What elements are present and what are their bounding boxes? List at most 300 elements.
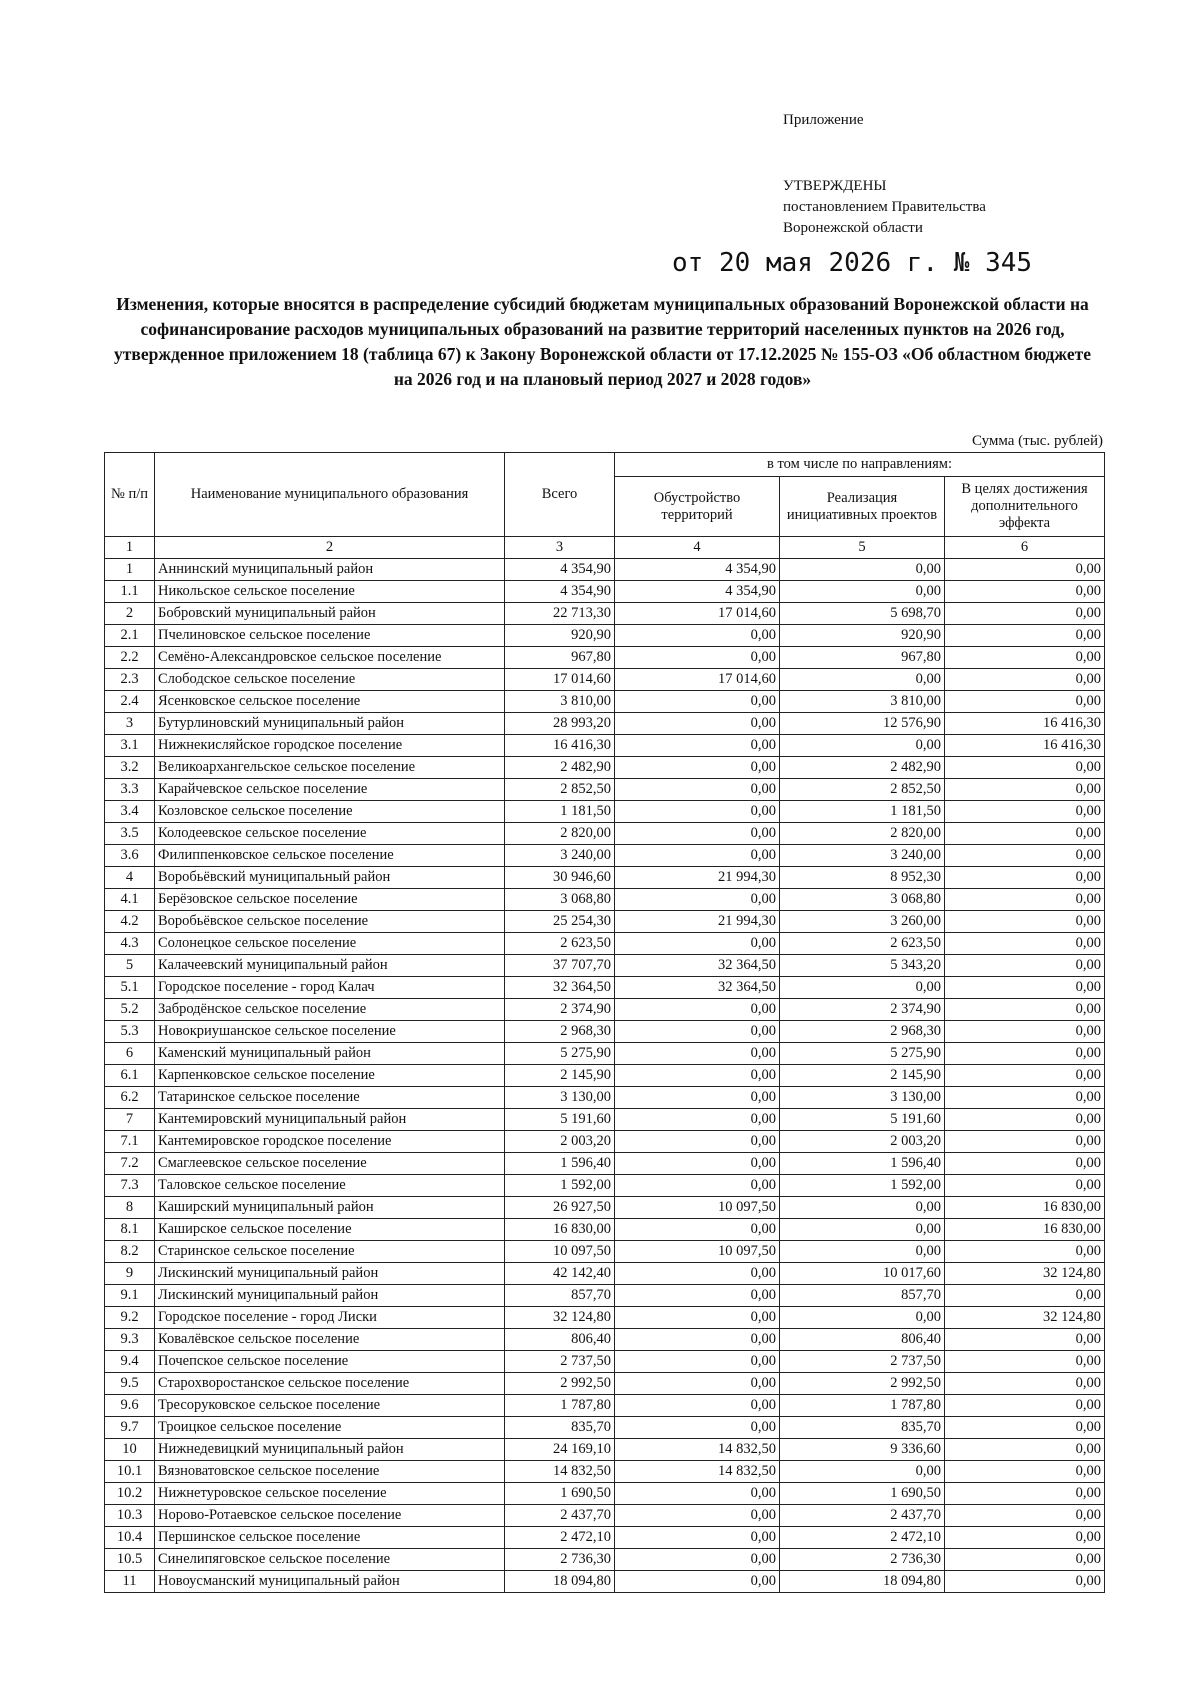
municipality-name: Пчелиновское сельское поселение <box>155 625 505 647</box>
municipality-name: Тресоруковское сельское поселение <box>155 1395 505 1417</box>
territory-amount: 4 354,90 <box>615 559 780 581</box>
col-number: 6 <box>945 537 1105 559</box>
table-row <box>105 801 1105 823</box>
municipality-name: Лискинский муниципальный район <box>155 1285 505 1307</box>
municipality-name: Бобровский муниципальный район <box>155 603 505 625</box>
approved-label: УТВЕРЖДЕНЫ <box>783 178 887 194</box>
territory-amount: 32 364,50 <box>615 955 780 977</box>
col-number: 4 <box>615 537 780 559</box>
municipality-name: Бутурлиновский муниципальный район <box>155 713 505 735</box>
table-row <box>105 1241 1105 1263</box>
row-number: 7.2 <box>105 1153 155 1175</box>
territory-amount: 0,00 <box>615 1571 780 1593</box>
initiative-amount: 2 482,90 <box>780 757 945 779</box>
additional-effect-amount: 0,00 <box>945 1065 1105 1087</box>
header-col5: Реализация инициативных проектов <box>780 477 945 537</box>
municipality-name: Карайчевское сельское поселение <box>155 779 505 801</box>
column-numbers-row <box>105 537 1105 559</box>
municipality-name: Колодеевское сельское поселение <box>155 823 505 845</box>
municipality-name: Лискинский муниципальный район <box>155 1263 505 1285</box>
territory-amount: 0,00 <box>615 1527 780 1549</box>
row-number: 2.4 <box>105 691 155 713</box>
table-row <box>105 625 1105 647</box>
initiative-amount: 0,00 <box>780 1197 945 1219</box>
additional-effect-amount: 16 830,00 <box>945 1197 1105 1219</box>
approval-block <box>783 176 986 239</box>
row-number: 6.1 <box>105 1065 155 1087</box>
table-row <box>105 1527 1105 1549</box>
row-number: 7.1 <box>105 1131 155 1153</box>
total-amount: 5 191,60 <box>505 1109 615 1131</box>
total-amount: 2 852,50 <box>505 779 615 801</box>
total-amount: 2 482,90 <box>505 757 615 779</box>
table-row <box>105 1483 1105 1505</box>
total-amount: 26 927,50 <box>505 1197 615 1219</box>
initiative-amount: 0,00 <box>780 1219 945 1241</box>
municipality-name: Берёзовское сельское поселение <box>155 889 505 911</box>
initiative-amount: 1 787,80 <box>780 1395 945 1417</box>
territory-amount: 0,00 <box>615 1109 780 1131</box>
territory-amount: 0,00 <box>615 1395 780 1417</box>
municipality-name: Карпенковское сельское поселение <box>155 1065 505 1087</box>
row-number: 9.7 <box>105 1417 155 1439</box>
additional-effect-amount: 0,00 <box>945 1461 1105 1483</box>
municipality-name: Филиппенковское сельское поселение <box>155 845 505 867</box>
territory-amount: 0,00 <box>615 1175 780 1197</box>
total-amount: 920,90 <box>505 625 615 647</box>
table-row <box>105 581 1105 603</box>
col-number: 1 <box>105 537 155 559</box>
additional-effect-amount: 0,00 <box>945 691 1105 713</box>
additional-effect-amount: 0,00 <box>945 1109 1105 1131</box>
total-amount: 32 124,80 <box>505 1307 615 1329</box>
municipality-name: Троицкое сельское поселение <box>155 1417 505 1439</box>
row-number: 1.1 <box>105 581 155 603</box>
municipality-name: Нижнедевицкий муниципальный район <box>155 1439 505 1461</box>
row-number: 5.3 <box>105 1021 155 1043</box>
row-number: 3.3 <box>105 779 155 801</box>
total-amount: 967,80 <box>505 647 615 669</box>
additional-effect-amount: 0,00 <box>945 625 1105 647</box>
additional-effect-amount: 0,00 <box>945 1087 1105 1109</box>
territory-amount: 0,00 <box>615 1087 780 1109</box>
total-amount: 2 623,50 <box>505 933 615 955</box>
initiative-amount: 2 820,00 <box>780 823 945 845</box>
municipality-name: Почепское сельское поселение <box>155 1351 505 1373</box>
territory-amount: 0,00 <box>615 1021 780 1043</box>
initiative-amount: 0,00 <box>780 669 945 691</box>
additional-effect-amount: 0,00 <box>945 867 1105 889</box>
row-number: 1 <box>105 559 155 581</box>
row-number: 7 <box>105 1109 155 1131</box>
row-number: 3.2 <box>105 757 155 779</box>
initiative-amount: 1 690,50 <box>780 1483 945 1505</box>
total-amount: 1 787,80 <box>505 1395 615 1417</box>
additional-effect-amount: 32 124,80 <box>945 1263 1105 1285</box>
initiative-amount: 0,00 <box>780 1241 945 1263</box>
table-row <box>105 823 1105 845</box>
territory-amount: 0,00 <box>615 691 780 713</box>
territory-amount: 0,00 <box>615 713 780 735</box>
table-row <box>105 1175 1105 1197</box>
table-row <box>105 559 1105 581</box>
total-amount: 2 736,30 <box>505 1549 615 1571</box>
total-amount: 37 707,70 <box>505 955 615 977</box>
table-row <box>105 1043 1105 1065</box>
total-amount: 3 130,00 <box>505 1087 615 1109</box>
additional-effect-amount: 0,00 <box>945 1329 1105 1351</box>
total-amount: 806,40 <box>505 1329 615 1351</box>
additional-effect-amount: 0,00 <box>945 1505 1105 1527</box>
table-row <box>105 1131 1105 1153</box>
total-amount: 1 596,40 <box>505 1153 615 1175</box>
municipality-name: Городское поселение - город Калач <box>155 977 505 999</box>
municipality-name: Першинское сельское поселение <box>155 1527 505 1549</box>
additional-effect-amount: 0,00 <box>945 1549 1105 1571</box>
municipality-name: Старинское сельское поселение <box>155 1241 505 1263</box>
initiative-amount: 10 017,60 <box>780 1263 945 1285</box>
table-row <box>105 779 1105 801</box>
municipality-name: Калачеевский муниципальный район <box>155 955 505 977</box>
territory-amount: 0,00 <box>615 1065 780 1087</box>
additional-effect-amount: 0,00 <box>945 1417 1105 1439</box>
municipality-name: Воробьёвский муниципальный район <box>155 867 505 889</box>
initiative-amount: 5 275,90 <box>780 1043 945 1065</box>
row-number: 9.3 <box>105 1329 155 1351</box>
municipality-name: Нижнетуровское сельское поселение <box>155 1483 505 1505</box>
appendix-label: Приложение <box>783 112 864 128</box>
initiative-amount: 1 596,40 <box>780 1153 945 1175</box>
total-amount: 2 820,00 <box>505 823 615 845</box>
initiative-amount: 0,00 <box>780 977 945 999</box>
row-number: 9 <box>105 1263 155 1285</box>
territory-amount: 32 364,50 <box>615 977 780 999</box>
additional-effect-amount: 0,00 <box>945 1153 1105 1175</box>
total-amount: 30 946,60 <box>505 867 615 889</box>
table-row <box>105 1505 1105 1527</box>
initiative-amount: 3 068,80 <box>780 889 945 911</box>
municipality-name: Забродёнское сельское поселение <box>155 999 505 1021</box>
row-number: 5.1 <box>105 977 155 999</box>
territory-amount: 0,00 <box>615 779 780 801</box>
table-row <box>105 889 1105 911</box>
table-row <box>105 1087 1105 1109</box>
total-amount: 4 354,90 <box>505 581 615 603</box>
initiative-amount: 2 736,30 <box>780 1549 945 1571</box>
territory-amount: 0,00 <box>615 1373 780 1395</box>
table-row <box>105 757 1105 779</box>
total-amount: 16 416,30 <box>505 735 615 757</box>
municipality-name: Вязноватовское сельское поселение <box>155 1461 505 1483</box>
total-amount: 2 145,90 <box>505 1065 615 1087</box>
table-row <box>105 691 1105 713</box>
initiative-amount: 835,70 <box>780 1417 945 1439</box>
municipality-name: Новокриушанское сельское поселение <box>155 1021 505 1043</box>
total-amount: 2 472,10 <box>505 1527 615 1549</box>
initiative-amount: 0,00 <box>780 735 945 757</box>
table-row <box>105 713 1105 735</box>
additional-effect-amount: 0,00 <box>945 1175 1105 1197</box>
initiative-amount: 0,00 <box>780 581 945 603</box>
row-number: 10.3 <box>105 1505 155 1527</box>
subsidy-table <box>104 452 1105 1593</box>
approved-by-line-1: постановлением Правительства <box>783 199 986 215</box>
additional-effect-amount: 0,00 <box>945 1021 1105 1043</box>
additional-effect-amount: 0,00 <box>945 603 1105 625</box>
territory-amount: 0,00 <box>615 1285 780 1307</box>
initiative-amount: 9 336,60 <box>780 1439 945 1461</box>
additional-effect-amount: 0,00 <box>945 845 1105 867</box>
additional-effect-amount: 0,00 <box>945 647 1105 669</box>
col-number: 3 <box>505 537 615 559</box>
territory-amount: 0,00 <box>615 845 780 867</box>
total-amount: 10 097,50 <box>505 1241 615 1263</box>
initiative-amount: 2 623,50 <box>780 933 945 955</box>
municipality-name: Ковалёвское сельское поселение <box>155 1329 505 1351</box>
initiative-amount: 857,70 <box>780 1285 945 1307</box>
row-number: 11 <box>105 1571 155 1593</box>
row-number: 9.1 <box>105 1285 155 1307</box>
row-number: 2.3 <box>105 669 155 691</box>
territory-amount: 17 014,60 <box>615 603 780 625</box>
municipality-name: Аннинский муниципальный район <box>155 559 505 581</box>
municipality-name: Воробьёвское сельское поселение <box>155 911 505 933</box>
row-number: 8.2 <box>105 1241 155 1263</box>
row-number: 8.1 <box>105 1219 155 1241</box>
initiative-amount: 2 145,90 <box>780 1065 945 1087</box>
territory-amount: 0,00 <box>615 1131 780 1153</box>
additional-effect-amount: 16 830,00 <box>945 1219 1105 1241</box>
total-amount: 2 968,30 <box>505 1021 615 1043</box>
municipality-name: Норово-Ротаевское сельское поселение <box>155 1505 505 1527</box>
additional-effect-amount: 0,00 <box>945 1439 1105 1461</box>
row-number: 2 <box>105 603 155 625</box>
header-total: Всего <box>505 453 615 537</box>
row-number: 3.5 <box>105 823 155 845</box>
initiative-amount: 806,40 <box>780 1329 945 1351</box>
additional-effect-amount: 0,00 <box>945 1527 1105 1549</box>
total-amount: 1 690,50 <box>505 1483 615 1505</box>
table-row <box>105 1417 1105 1439</box>
territory-amount: 0,00 <box>615 735 780 757</box>
total-amount: 835,70 <box>505 1417 615 1439</box>
municipality-name: Никольское сельское поселение <box>155 581 505 603</box>
row-number: 9.2 <box>105 1307 155 1329</box>
municipality-name: Семёно-Александровское сельское поселение <box>155 647 505 669</box>
initiative-amount: 2 003,20 <box>780 1131 945 1153</box>
initiative-amount: 0,00 <box>780 559 945 581</box>
total-amount: 857,70 <box>505 1285 615 1307</box>
territory-amount: 0,00 <box>615 625 780 647</box>
row-number: 10.1 <box>105 1461 155 1483</box>
municipality-name: Новоусманский муниципальный район <box>155 1571 505 1593</box>
document-title: Изменения, которые вносятся в распределение субсидий бюджетам муниципальных образований Воронежской области на софинансирование расходов муниципальных образований на развитие территорий населенных пунктов на 2026 год, утвержденное приложением 18 (таблица 67) к Закону Воронежской области от 17.12.2025 № 155-ОЗ «Об областном бюджете на 2026 год и на плановый период 2027 и 2028 годов» <box>114 294 1091 389</box>
municipality-name: Солонецкое сельское поселение <box>155 933 505 955</box>
initiative-amount: 5 191,60 <box>780 1109 945 1131</box>
row-number: 10.2 <box>105 1483 155 1505</box>
total-amount: 25 254,30 <box>505 911 615 933</box>
row-number: 10.4 <box>105 1527 155 1549</box>
additional-effect-amount: 0,00 <box>945 933 1105 955</box>
row-number: 3 <box>105 713 155 735</box>
row-number: 6 <box>105 1043 155 1065</box>
table-row <box>105 1021 1105 1043</box>
municipality-name: Татаринское сельское поселение <box>155 1087 505 1109</box>
row-number: 3.6 <box>105 845 155 867</box>
municipality-name: Старохворостанское сельское поселение <box>155 1373 505 1395</box>
additional-effect-amount: 0,00 <box>945 1351 1105 1373</box>
territory-amount: 0,00 <box>615 1329 780 1351</box>
territory-amount: 0,00 <box>615 889 780 911</box>
table-row <box>105 1197 1105 1219</box>
header-col4: Обустройство территорий <box>615 477 780 537</box>
table-row <box>105 977 1105 999</box>
initiative-amount: 1 181,50 <box>780 801 945 823</box>
row-number: 9.4 <box>105 1351 155 1373</box>
initiative-amount: 3 240,00 <box>780 845 945 867</box>
total-amount: 2 992,50 <box>505 1373 615 1395</box>
row-number: 10 <box>105 1439 155 1461</box>
total-amount: 2 437,70 <box>505 1505 615 1527</box>
row-number: 3.4 <box>105 801 155 823</box>
territory-amount: 0,00 <box>615 647 780 669</box>
total-amount: 5 275,90 <box>505 1043 615 1065</box>
total-amount: 2 003,20 <box>505 1131 615 1153</box>
col-number: 5 <box>780 537 945 559</box>
header-num: № п/п <box>105 453 155 537</box>
territory-amount: 17 014,60 <box>615 669 780 691</box>
territory-amount: 0,00 <box>615 999 780 1021</box>
row-number: 9.5 <box>105 1373 155 1395</box>
table-row <box>105 1351 1105 1373</box>
additional-effect-amount: 0,00 <box>945 801 1105 823</box>
territory-amount: 0,00 <box>615 1153 780 1175</box>
table-row <box>105 1219 1105 1241</box>
total-amount: 32 364,50 <box>505 977 615 999</box>
initiative-amount: 920,90 <box>780 625 945 647</box>
additional-effect-amount: 0,00 <box>945 1571 1105 1593</box>
total-amount: 1 181,50 <box>505 801 615 823</box>
total-amount: 24 169,10 <box>505 1439 615 1461</box>
row-number: 5 <box>105 955 155 977</box>
municipality-name: Городское поселение - город Лиски <box>155 1307 505 1329</box>
table-row <box>105 1307 1105 1329</box>
territory-amount: 0,00 <box>615 1351 780 1373</box>
initiative-amount: 967,80 <box>780 647 945 669</box>
additional-effect-amount: 0,00 <box>945 999 1105 1021</box>
territory-amount: 21 994,30 <box>615 867 780 889</box>
territory-amount: 14 832,50 <box>615 1439 780 1461</box>
row-number: 5.2 <box>105 999 155 1021</box>
table-row <box>105 669 1105 691</box>
municipality-name: Каширский муниципальный район <box>155 1197 505 1219</box>
table-row <box>105 1439 1105 1461</box>
total-amount: 1 592,00 <box>505 1175 615 1197</box>
additional-effect-amount: 0,00 <box>945 1483 1105 1505</box>
total-amount: 3 068,80 <box>505 889 615 911</box>
territory-amount: 0,00 <box>615 757 780 779</box>
territory-amount: 0,00 <box>615 1505 780 1527</box>
table-row <box>105 1571 1105 1593</box>
row-number: 10.5 <box>105 1549 155 1571</box>
table-row <box>105 1065 1105 1087</box>
municipality-name: Ясенковское сельское поселение <box>155 691 505 713</box>
additional-effect-amount: 0,00 <box>945 1285 1105 1307</box>
units-label: Сумма (тыс. рублей) <box>971 433 1103 449</box>
initiative-amount: 8 952,30 <box>780 867 945 889</box>
row-number: 4.3 <box>105 933 155 955</box>
approved-by-line-2: Воронежской области <box>783 220 923 236</box>
table-row <box>105 647 1105 669</box>
territory-amount: 0,00 <box>615 1043 780 1065</box>
table-row <box>105 603 1105 625</box>
additional-effect-amount: 0,00 <box>945 559 1105 581</box>
municipality-name: Смаглеевское сельское поселение <box>155 1153 505 1175</box>
territory-amount: 0,00 <box>615 933 780 955</box>
table-row <box>105 867 1105 889</box>
initiative-amount: 2 437,70 <box>780 1505 945 1527</box>
initiative-amount: 2 992,50 <box>780 1373 945 1395</box>
additional-effect-amount: 0,00 <box>945 955 1105 977</box>
additional-effect-amount: 32 124,80 <box>945 1307 1105 1329</box>
col-number: 2 <box>155 537 505 559</box>
territory-amount: 0,00 <box>615 1307 780 1329</box>
territory-amount: 0,00 <box>615 1483 780 1505</box>
municipality-name: Кантемировское городское поселение <box>155 1131 505 1153</box>
initiative-amount: 2 374,90 <box>780 999 945 1021</box>
table-row <box>105 911 1105 933</box>
initiative-amount: 5 698,70 <box>780 603 945 625</box>
total-amount: 22 713,30 <box>505 603 615 625</box>
table-row <box>105 845 1105 867</box>
table-row <box>105 1263 1105 1285</box>
additional-effect-amount: 0,00 <box>945 581 1105 603</box>
municipality-name: Каширское сельское поселение <box>155 1219 505 1241</box>
row-number: 6.2 <box>105 1087 155 1109</box>
table-row <box>105 955 1105 977</box>
row-number: 4 <box>105 867 155 889</box>
initiative-amount: 3 810,00 <box>780 691 945 713</box>
total-amount: 16 830,00 <box>505 1219 615 1241</box>
table-row <box>105 735 1105 757</box>
table-row <box>105 1285 1105 1307</box>
additional-effect-amount: 0,00 <box>945 1131 1105 1153</box>
total-amount: 42 142,40 <box>505 1263 615 1285</box>
additional-effect-amount: 0,00 <box>945 669 1105 691</box>
total-amount: 14 832,50 <box>505 1461 615 1483</box>
header-group: в том числе по направлениям: <box>615 453 1105 477</box>
table-row <box>105 1109 1105 1131</box>
territory-amount: 14 832,50 <box>615 1461 780 1483</box>
additional-effect-amount: 0,00 <box>945 779 1105 801</box>
row-number: 4.2 <box>105 911 155 933</box>
initiative-amount: 18 094,80 <box>780 1571 945 1593</box>
municipality-name: Козловское сельское поселение <box>155 801 505 823</box>
total-amount: 28 993,20 <box>505 713 615 735</box>
total-amount: 3 240,00 <box>505 845 615 867</box>
row-number: 8 <box>105 1197 155 1219</box>
additional-effect-amount: 16 416,30 <box>945 735 1105 757</box>
total-amount: 17 014,60 <box>505 669 615 691</box>
territory-amount: 0,00 <box>615 1549 780 1571</box>
territory-amount: 0,00 <box>615 1219 780 1241</box>
municipality-name: Кантемировский муниципальный район <box>155 1109 505 1131</box>
municipality-name: Каменский муниципальный район <box>155 1043 505 1065</box>
additional-effect-amount: 0,00 <box>945 889 1105 911</box>
territory-amount: 0,00 <box>615 1263 780 1285</box>
territory-amount: 4 354,90 <box>615 581 780 603</box>
header-name: Наименование муниципального образования <box>155 453 505 537</box>
